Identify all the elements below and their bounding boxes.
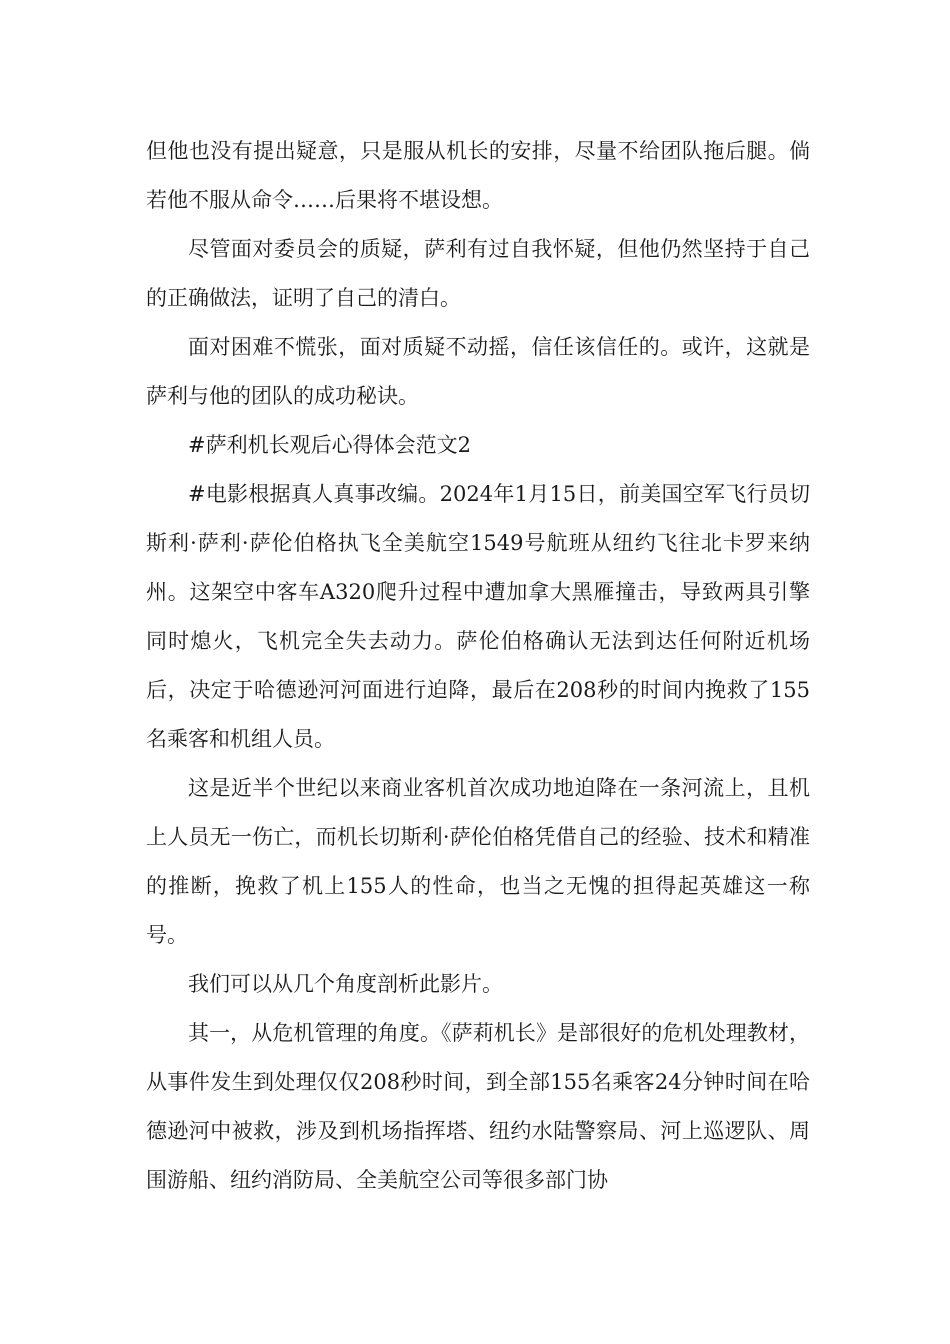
paragraph: 面对困难不慌张，面对质疑不动摇，信任该信任的。或许，这就是萨利与他的团队的成功秘诀。	[146, 335, 810, 408]
paragraph-continuation: 但他也没有提出疑意，只是服从机长的安排，尽量不给团队拖后腿。倘若他不服从命令……后果将不堪设想。	[146, 139, 810, 212]
paragraph: 我们可以从几个角度剖析此影片。	[188, 972, 503, 996]
paragraph: 这是近半个世纪以来商业客机首次成功地迫降在一条河流上，且机上人员无一伤亡，而机长切斯利·萨伦伯格凭借自己的经验、技术和精准的推断，挽救了机上155人的性命，也当之无愧的担得起英雄这一称号。	[146, 776, 810, 947]
paragraph: #电影根据真人真事改编。2024年1月15日，前美国空军飞行员切斯利·萨利·萨伦伯格执飞全美航空1549号航班从纽约飞往北卡罗来纳州。这架空中客车A320爬升过程中遭加拿大黑雁撞击，导致两具引擎同时熄火，飞机完全失去动力。萨伦伯格确认无法到达任何附近机场后，决定于哈德逊河河面进行迫降，最后在208秒的时间内挽救了155名乘客和机组人员。	[146, 482, 810, 751]
paragraph: 其一，从危机管理的角度。《萨莉机长》是部很好的危机处理教材，从事件发生到处理仅仅208秒时间，到全部155名乘客24分钟时间在哈德逊河中被救，涉及到机场指挥塔、纽约水陆警察局、河上巡逻队、周围游船、纽约消防局、全美航空公司等很多部门协	[146, 1021, 810, 1192]
paragraph: 尽管面对委员会的质疑，萨利有过自我怀疑，但他仍然坚持于自己的正确做法，证明了自己的清白。	[146, 237, 810, 310]
section-heading: #萨利机长观后心得体会范文2	[188, 433, 471, 457]
document-body	[146, 127, 810, 1205]
